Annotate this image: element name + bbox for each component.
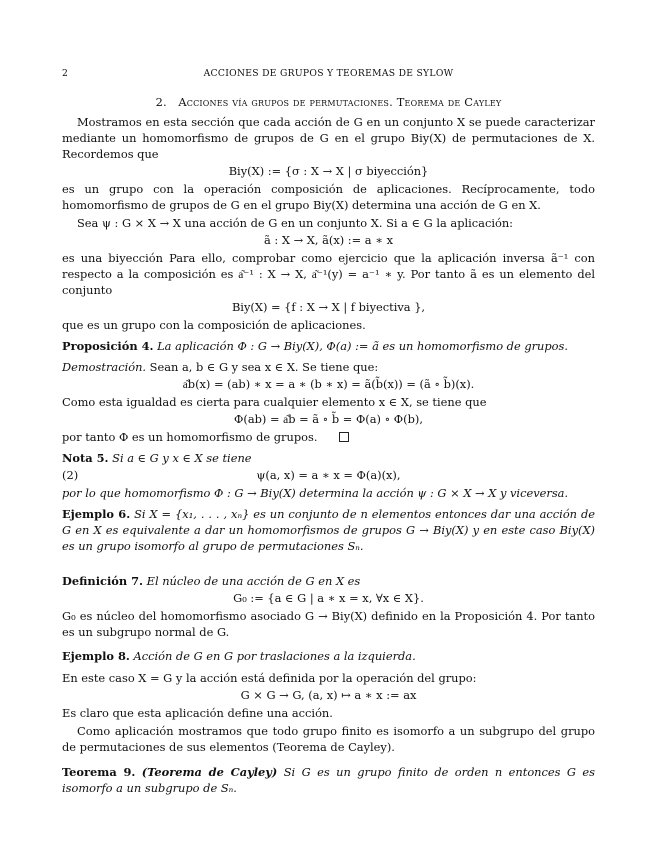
proof-text: Como esta igualdad es cierta para cualquier elemento x ∈ X, se tiene que [62,395,487,409]
proof [62,359,595,375]
theorem-label: Teorema 9. [62,765,136,779]
display-equation: G × G → G, (a, x) ↦ a ∗ x := ax [240,688,417,702]
document-page [62,66,595,796]
page-number: 2 [62,68,69,79]
display-equation: Biy(X) := {σ : X → X | σ biyección} [228,164,429,178]
intro-paragraph: Mostramos en esta sección que cada acción de G en un conjunto X se puede caracterizar mediante un homomorfismo de grupos de G en el grupo Biy(X) de permutaciones de X. Recordemos que [62,115,595,161]
theorem-text: Si G es un grupo finito de orden n entonces G es isomorfo a un subgrupo de Sₙ. [62,765,596,795]
example-6 [62,506,595,554]
body-paragraph: Es claro que esta aplicación define una acción. [62,706,333,720]
example-label: Ejemplo 6. [62,507,131,521]
numbered-equation [62,467,595,483]
body-paragraph: es una biyección Para ello, comprobar como ejercicio que la aplicación inversa ã⁻¹ con respecto a la composición es a͂⁻¹ : X → X, a͂⁻¹(y) = a⁻¹ ∗ y. Por tanto ã es un elemento del conjunto [62,251,595,297]
note-label: Nota 5. [62,451,109,465]
body-paragraph: es un grupo con la operación composición de aplicaciones. Recíprocamente, todo homomorfismo de grupos de G en el grupo Biy(X) determina una acción de G en X. [62,182,595,212]
display-equation: ã : X → X, ã(x) := a ∗ x [263,233,394,247]
display-equation: Biy(X) = {f : X → X | f biyectiva }, [231,300,426,314]
equation-number: (2) [62,468,79,482]
body-paragraph: En este caso X = G y la acción está definida por la operación del grupo: [62,671,477,685]
proof-label: Demostración. [62,360,147,374]
note-text: Si a ∈ G y x ∈ X se tiene [112,451,252,465]
definition-7 [62,573,595,589]
body-paragraph: que es un grupo con la composición de aplicaciones. [62,318,366,332]
section-number: 2. [155,95,167,109]
spacer [62,554,595,568]
example-label: Ejemplo 8. [62,649,130,663]
body-paragraph: Como aplicación mostramos que todo grupo finito es isomorfo a un subgrupo del grupo de permutaciones de sus elementos (Teorema de Cayley). [62,724,595,754]
note-text: por lo que homomorfismo Φ : G → Biy(X) determina la acción ψ : G × X → X y viceversa. [62,486,569,500]
example-text: Si X = {x₁, . . . , xₙ} es un conjunto de n elementos entonces dar una acción de G en X es equivalente a dar un homomorfismos de grupos G → Biy(X) y en este caso Biy(X) es un grupo isomorfo al grupo de permutaciones Sₙ. [62,507,595,553]
definition-label: Definición 7. [62,574,144,588]
display-equation: G₀ := {a ∈ G | a ∗ x = x, ∀x ∈ X}. [233,591,424,605]
definition-text: El núcleo de una acción de G en X es [146,574,361,588]
proposition-text: La aplicación Φ : G → Biy(X), Φ(a) := ã es un homomorfismo de grupos. [157,339,569,353]
body-paragraph: Sea ψ : G × X → X una acción de G en un conjunto X. Si a ∈ G la aplicación: [77,216,514,230]
running-title: ACCIONES DE GRUPOS Y TEOREMAS DE SYLOW [203,68,454,79]
proof-conclusion [62,429,595,445]
definition-followup: G₀ es núcleo del homomorfismo asociado G → Biy(X) definido en la Proposición 4. Por tanto es un subgrupo normal de G. [62,609,595,639]
display-equation: a͂b(x) = (ab) ∗ x = a ∗ (b ∗ x) = ã(b̃(x)) = (ã ∘ b̃)(x). [182,377,475,391]
display-equation: Φ(ab) = a͂b = ã ∘ b̃ = Φ(a) ∘ Φ(b), [234,412,423,426]
proof-text: por tanto Φ es un homomorfismo de grupos. [62,430,318,444]
section-title: Acciones vía grupos de permutaciones. Teorema de Cayley [178,95,502,109]
running-header [62,66,595,82]
example-8 [62,648,595,664]
equation-body: ψ(a, x) = a ∗ x = Φ(a)(x), [256,468,401,482]
proposition-4 [62,338,595,354]
note-5 [62,450,595,466]
theorem-9 [62,764,595,796]
qed-square-icon [339,432,349,442]
example-text: Acción de G en G por traslaciones a la izquierda. [133,649,416,663]
proposition-label: Proposición 4. [62,339,154,353]
proof-text: Sean a, b ∈ G y sea x ∈ X. Se tiene que: [149,360,379,374]
section-heading [62,94,595,110]
theorem-name: (Teorema de Cayley) [141,765,278,779]
